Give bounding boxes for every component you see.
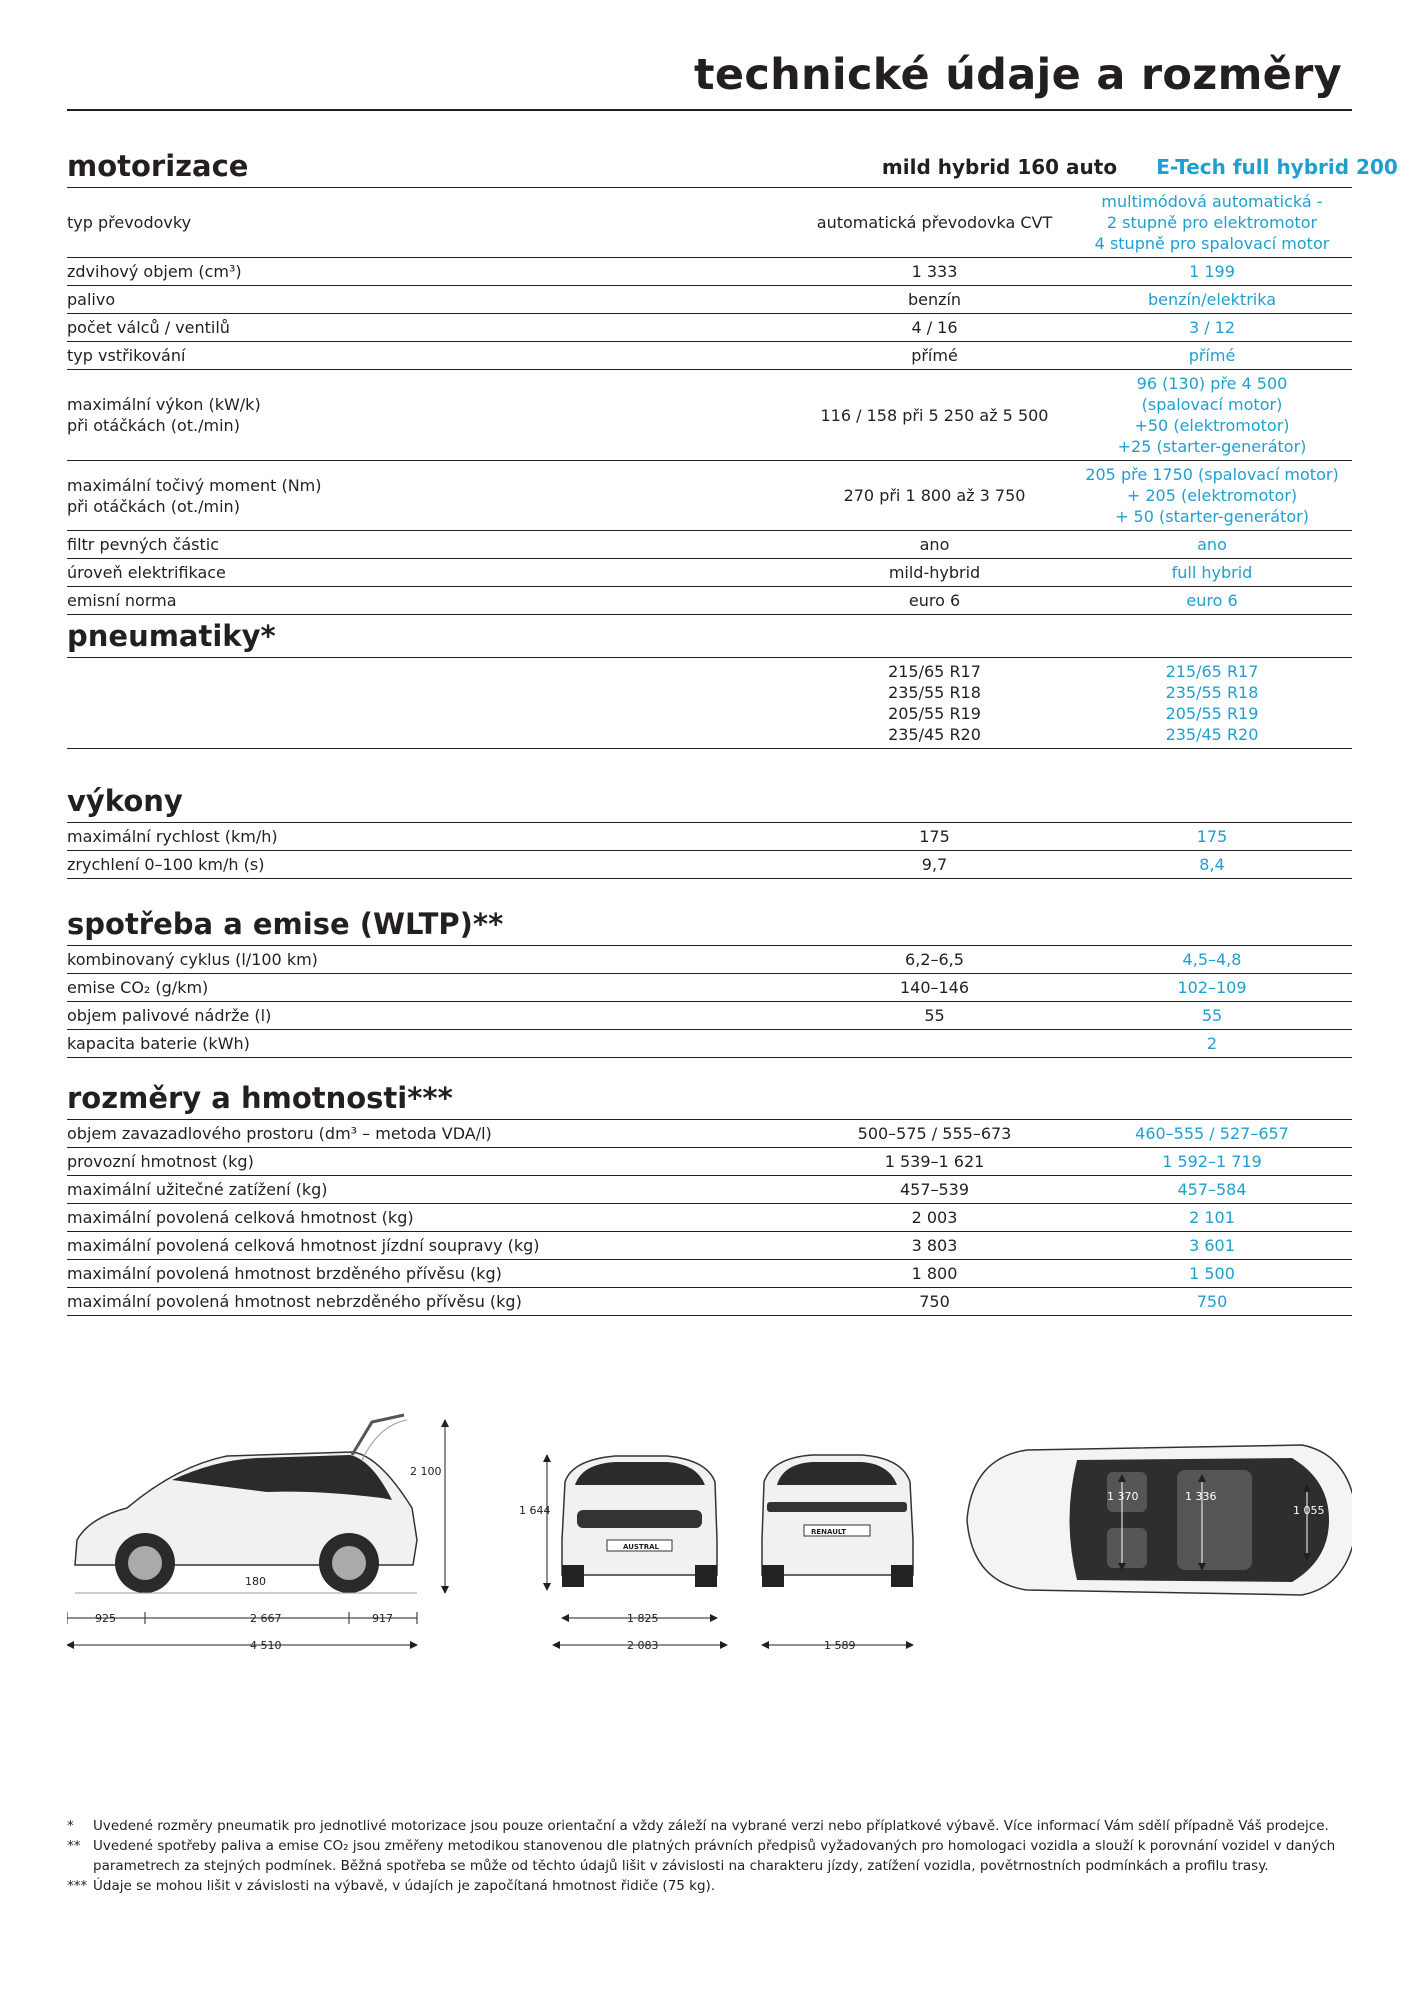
value-mild-hybrid: automatická převodovka CVT xyxy=(797,188,1072,258)
value-mild-hybrid: euro 6 xyxy=(797,587,1072,615)
value-mild-hybrid: 55 xyxy=(797,1002,1072,1030)
table-row xyxy=(67,1120,1352,1148)
dim-length: 4 510 xyxy=(250,1639,282,1652)
row-label: typ vstřikování xyxy=(67,342,797,370)
row-label: maximální povolená celková hmotnost (kg) xyxy=(67,1204,797,1232)
footnote-text: Údaje se mohou lišit v závislosti na výbavě, v údajích je započítaná hmotnost řidiče (75 kg). xyxy=(93,1878,716,1894)
dim-trunk-width: 1 055 xyxy=(1293,1504,1325,1517)
dim-height: 1 644 xyxy=(519,1504,551,1517)
row-label: typ převodovky xyxy=(67,188,797,258)
dim-interior-width-rear: 1 336 xyxy=(1185,1490,1217,1503)
front-view-car xyxy=(562,1456,717,1587)
value-mild-hybrid: mild-hybrid xyxy=(797,559,1072,587)
value-etech: full hybrid xyxy=(1072,559,1352,587)
value-etech: 460–555 / 527–657 xyxy=(1072,1120,1352,1148)
dim-ground-clearance: 180 xyxy=(245,1575,266,1588)
section-vykony xyxy=(67,780,1352,879)
row-label: maximální výkon (kW/k) při otáčkách (ot./min) xyxy=(67,370,797,461)
value-mild-hybrid: 175 xyxy=(797,823,1072,851)
table-row xyxy=(67,342,1352,370)
table-row xyxy=(67,1030,1352,1058)
table-row xyxy=(67,286,1352,314)
footnote-text: Uvedené rozměry pneumatik pro jednotlivé motorizace jsou pouze orientační a vždy záleží na vybrané verzi nebo příplatkové výbavě. Více informací Vám sdělí případně Váš prodejce. xyxy=(93,1818,1329,1834)
row-label: maximální točivý moment (Nm) při otáčkách (ot./min) xyxy=(67,461,797,531)
value-mild-hybrid: přímé xyxy=(797,342,1072,370)
spec-table xyxy=(67,822,1352,879)
dim-track-front: 1 825 xyxy=(627,1612,659,1625)
value-etech: 2 101 xyxy=(1072,1204,1352,1232)
value-mild-hybrid: 4 / 16 xyxy=(797,314,1072,342)
rear-badge: RENAULT xyxy=(811,1528,846,1536)
top-view-car xyxy=(967,1445,1352,1595)
footnote xyxy=(67,1876,1352,1896)
spec-table xyxy=(67,1119,1352,1316)
title-rule xyxy=(67,109,1352,111)
table-row xyxy=(67,1260,1352,1288)
footnote xyxy=(67,1836,1352,1876)
value-etech: multimódová automatická - 2 stupně pro elektromotor 4 stupně pro spalovací motor xyxy=(1072,188,1352,258)
spec-table xyxy=(67,657,1352,749)
dim-side-height: 2 100 xyxy=(410,1465,442,1478)
dim-track-rear: 1 589 xyxy=(824,1639,856,1652)
row-label: maximální rychlost (km/h) xyxy=(67,823,797,851)
value-etech: 96 (130) pře 4 500 (spalovací motor) +50 (elektromotor) +25 (starter-generátor) xyxy=(1072,370,1352,461)
dim-rear-overhang: 917 xyxy=(372,1612,393,1625)
table-row xyxy=(67,974,1352,1002)
rear-view-car xyxy=(762,1455,913,1587)
value-mild-hybrid: 1 333 xyxy=(797,258,1072,286)
dimension-drawings xyxy=(67,1400,1352,1660)
table-row xyxy=(67,1204,1352,1232)
table-row xyxy=(67,823,1352,851)
value-etech: 102–109 xyxy=(1072,974,1352,1002)
value-mild-hybrid: 750 xyxy=(797,1288,1072,1316)
value-etech: 205 pře 1750 (spalovací motor) + 205 (elektromotor) + 50 (starter-generátor) xyxy=(1072,461,1352,531)
value-etech: ano xyxy=(1072,531,1352,559)
value-etech: 215/65 R17 235/55 R18 205/55 R19 235/45 R20 xyxy=(1072,658,1352,749)
footnote-mark: * xyxy=(67,1818,74,1834)
table-row xyxy=(67,587,1352,615)
value-etech: 4,5–4,8 xyxy=(1072,946,1352,974)
section-pneumatiky xyxy=(67,615,1352,749)
value-mild-hybrid: 116 / 158 při 5 250 až 5 500 xyxy=(797,370,1072,461)
table-row xyxy=(67,559,1352,587)
value-etech: 55 xyxy=(1072,1002,1352,1030)
value-etech: 1 199 xyxy=(1072,258,1352,286)
section-heading: pneumatiky* xyxy=(67,619,276,653)
row-label: objem zavazadlového prostoru (dm³ – metoda VDA/l) xyxy=(67,1120,797,1148)
dim-interior-width-front: 1 370 xyxy=(1107,1490,1139,1503)
value-mild-hybrid: 457–539 xyxy=(797,1176,1072,1204)
value-mild-hybrid: 215/65 R17 235/55 R18 205/55 R19 235/45 R20 xyxy=(797,658,1072,749)
value-mild-hybrid: benzín xyxy=(797,286,1072,314)
value-etech: euro 6 xyxy=(1072,587,1352,615)
footnote-text: Uvedené spotřeby paliva a emise CO₂ jsou změřeny metodikou stanovenou dle platných právních předpisů vyžadovaných pro homologaci vozidla a slouží k porovnání vozidel v daných parametrech za stejných podmínek. Běžná spotřeba se může od těchto údajů lišit v závislosti na charakteru jízdy, zatížení vozidla, povětrnostních podmínkách a profilu trasy. xyxy=(93,1838,1336,1874)
section-heading: motorizace xyxy=(67,149,249,183)
value-etech: 750 xyxy=(1072,1288,1352,1316)
row-label: provozní hmotnost (kg) xyxy=(67,1148,797,1176)
value-mild-hybrid: 1 539–1 621 xyxy=(797,1148,1072,1176)
row-label: objem palivové nádrže (l) xyxy=(67,1002,797,1030)
footnote-mark: ** xyxy=(67,1838,81,1854)
row-label: filtr pevných částic xyxy=(67,531,797,559)
column-header-mild-hybrid: mild hybrid 160 auto xyxy=(881,155,1118,179)
dim-front-overhang: 925 xyxy=(95,1612,116,1625)
page-title: technické údaje a rozměry xyxy=(694,50,1342,100)
table-row xyxy=(67,1148,1352,1176)
table-row xyxy=(67,370,1352,461)
value-etech: 1 500 xyxy=(1072,1260,1352,1288)
row-label: emise CO₂ (g/km) xyxy=(67,974,797,1002)
value-etech: 175 xyxy=(1072,823,1352,851)
row-label xyxy=(67,658,797,749)
row-label: úroveň elektrifikace xyxy=(67,559,797,587)
value-mild-hybrid: 270 při 1 800 až 3 750 xyxy=(797,461,1072,531)
value-mild-hybrid: 9,7 xyxy=(797,851,1072,879)
table-row xyxy=(67,314,1352,342)
side-view-car xyxy=(75,1415,417,1593)
row-label: emisní norma xyxy=(67,587,797,615)
row-label: palivo xyxy=(67,286,797,314)
table-row xyxy=(67,1002,1352,1030)
value-mild-hybrid: ano xyxy=(797,531,1072,559)
row-label: zrychlení 0–100 km/h (s) xyxy=(67,851,797,879)
section-spotreba xyxy=(67,903,1352,1058)
value-mild-hybrid xyxy=(797,1030,1072,1058)
value-mild-hybrid: 6,2–6,5 xyxy=(797,946,1072,974)
table-row xyxy=(67,1288,1352,1316)
section-rozmery xyxy=(67,1077,1352,1316)
row-label: maximální povolená hmotnost nebrzděného přívěsu (kg) xyxy=(67,1288,797,1316)
dim-width-mirrors: 2 083 xyxy=(627,1639,659,1652)
dim-wheelbase: 2 667 xyxy=(250,1612,282,1625)
table-row xyxy=(67,658,1352,749)
section-heading: spotřeba a emise (WLTP)** xyxy=(67,907,504,941)
value-mild-hybrid: 140–146 xyxy=(797,974,1072,1002)
row-label: maximální užitečné zatížení (kg) xyxy=(67,1176,797,1204)
footnote-mark: *** xyxy=(67,1878,88,1894)
row-label: maximální povolená hmotnost brzděného přívěsu (kg) xyxy=(67,1260,797,1288)
value-etech: 2 xyxy=(1072,1030,1352,1058)
row-label: zdvihový objem (cm³) xyxy=(67,258,797,286)
value-mild-hybrid: 1 800 xyxy=(797,1260,1072,1288)
value-etech: 457–584 xyxy=(1072,1176,1352,1204)
section-heading: výkony xyxy=(67,784,183,818)
value-etech: 8,4 xyxy=(1072,851,1352,879)
row-label: počet válců / ventilů xyxy=(67,314,797,342)
value-mild-hybrid: 2 003 xyxy=(797,1204,1072,1232)
table-row xyxy=(67,851,1352,879)
table-row xyxy=(67,531,1352,559)
row-label: kombinovaný cyklus (l/100 km) xyxy=(67,946,797,974)
value-mild-hybrid: 500–575 / 555–673 xyxy=(797,1120,1072,1148)
value-etech: 3 601 xyxy=(1072,1232,1352,1260)
table-row xyxy=(67,1232,1352,1260)
table-row xyxy=(67,461,1352,531)
spec-table xyxy=(67,945,1352,1058)
value-mild-hybrid: 3 803 xyxy=(797,1232,1072,1260)
table-row xyxy=(67,188,1352,258)
row-label: maximální povolená celková hmotnost jízdní soupravy (kg) xyxy=(67,1232,797,1260)
column-header-etech: E-Tech full hybrid 200 xyxy=(1156,155,1398,179)
footnote xyxy=(67,1816,1352,1836)
footnotes xyxy=(67,1816,1352,1896)
table-row xyxy=(67,946,1352,974)
section-motorizace xyxy=(67,145,1398,615)
front-badge: AUSTRAL xyxy=(623,1543,659,1551)
table-row xyxy=(67,258,1352,286)
value-etech: benzín/elektrika xyxy=(1072,286,1352,314)
value-etech: 1 592–1 719 xyxy=(1072,1148,1352,1176)
row-label: kapacita baterie (kWh) xyxy=(67,1030,797,1058)
section-heading: rozměry a hmotnosti*** xyxy=(67,1081,453,1115)
value-etech: 3 / 12 xyxy=(1072,314,1352,342)
value-etech: přímé xyxy=(1072,342,1352,370)
table-row xyxy=(67,1176,1352,1204)
spec-table xyxy=(67,187,1352,615)
